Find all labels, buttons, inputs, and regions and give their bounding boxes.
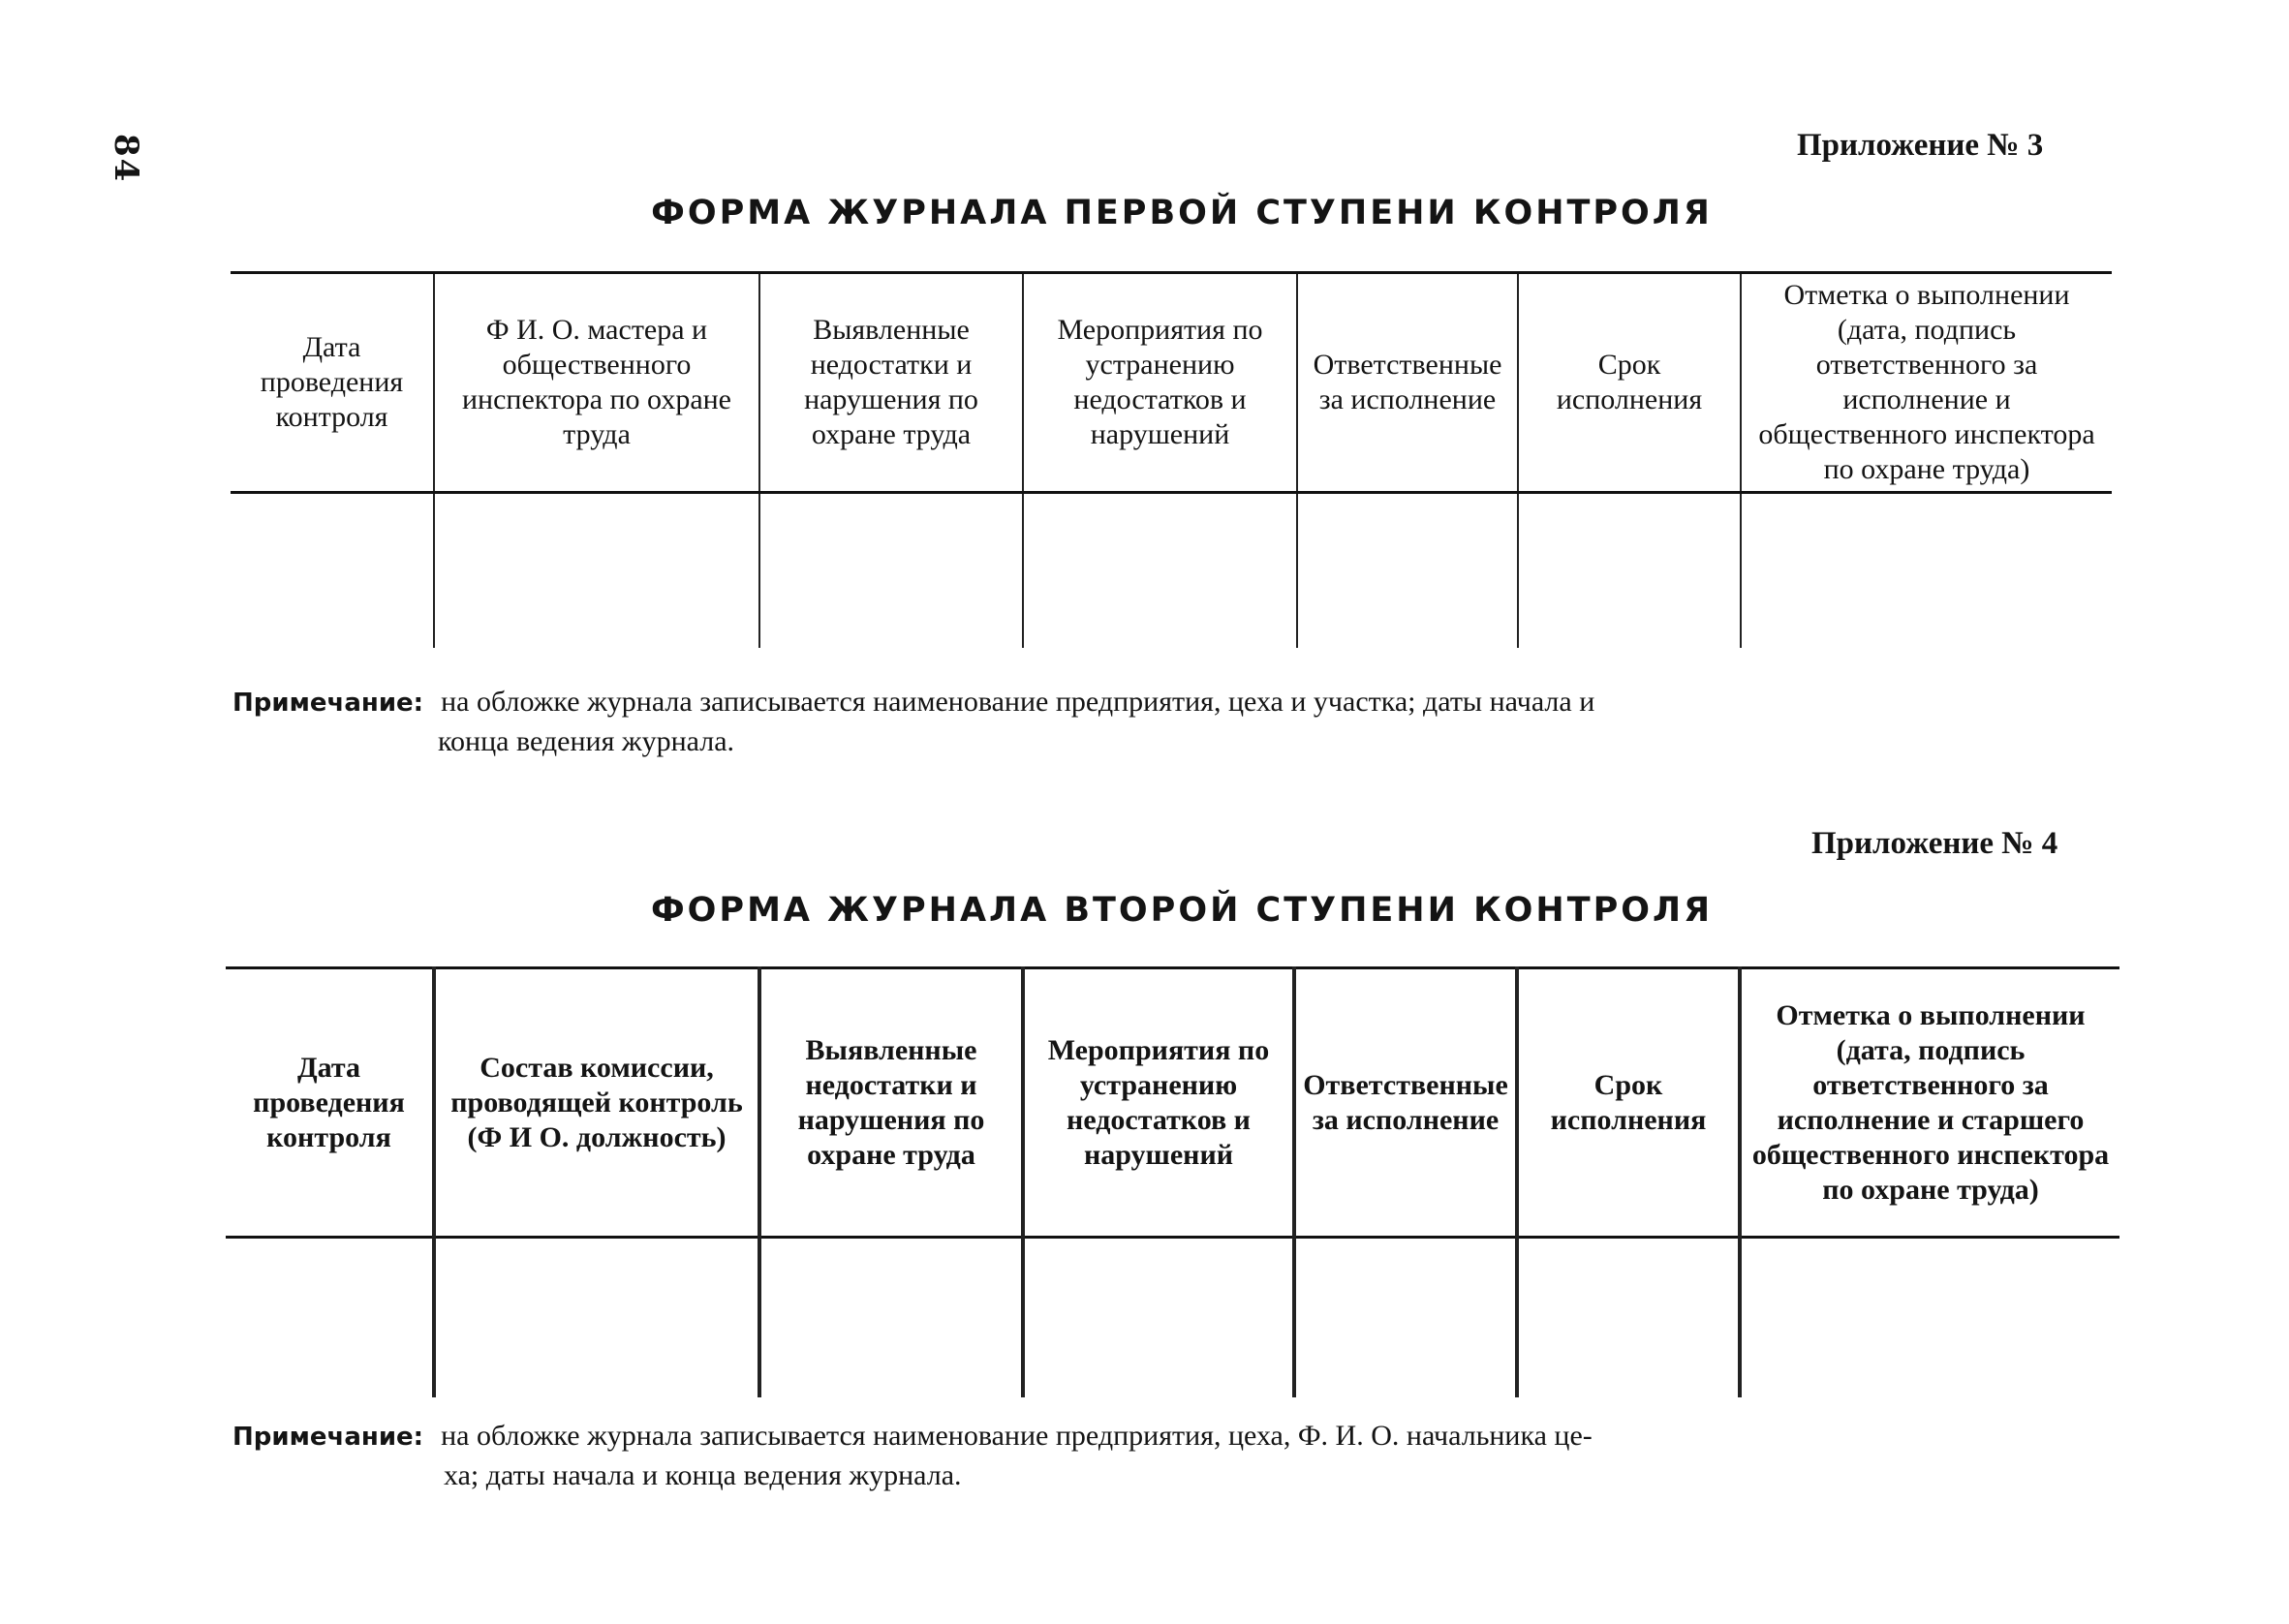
column-header-completion-mark: Отметка о выполнении (дата, подпись ответственного за исполнение и старшего общественного инспектора по охране труда) [1740, 968, 2119, 1238]
table-row [226, 1238, 2119, 1397]
table-cell [1023, 493, 1297, 648]
table-cell [1518, 493, 1741, 648]
column-header-deadline: Срок исполнения [1517, 968, 1740, 1238]
form-title: ФОРМА ЖУРНАЛА ПЕРВОЙ СТУПЕНИ КОНТРОЛЯ [651, 194, 1713, 232]
journal-table-second-level [226, 966, 2119, 1397]
note-text: на обложке журнала записывается наименование предприятия, цеха, Ф. И. О. начальника це- [441, 1420, 1593, 1452]
table-cell [1740, 1238, 2119, 1397]
column-header-responsible: Ответственные за исполнение [1297, 273, 1518, 493]
column-header-date: Дата проведения контроля [231, 273, 434, 493]
journal-table-first-level [231, 271, 2112, 648]
note-text: на обложке журнала записывается наименование предприятия, цеха и участка; даты начала и [441, 686, 1595, 718]
table-cell [759, 493, 1023, 648]
table-cell [1741, 493, 2112, 648]
column-header-violations: Выявленные недостатки и нарушения по охране труда [759, 273, 1023, 493]
appendix-label: Приложение № 4 [1811, 826, 2058, 861]
page-number: 84 [107, 134, 145, 184]
column-header-deadline: Срок исполнения [1518, 273, 1741, 493]
table-cell [434, 493, 759, 648]
table-cell [759, 1238, 1023, 1397]
column-header-violations: Выявленные недостатки и нарушения по охране труда [759, 968, 1023, 1238]
column-header-measures: Мероприятия по устранению недостатков и нарушений [1023, 273, 1297, 493]
note-text-continued: ха; даты начала и конца ведения журнала. [444, 1459, 962, 1491]
note [232, 1417, 2126, 1495]
column-header-commission: Состав комиссии, проводящей контроль (Ф И О. должность) [434, 968, 759, 1238]
note-label: Примечание: [232, 689, 424, 718]
appendix-label: Приложение № 3 [1797, 128, 2044, 163]
table-cell [1294, 1238, 1517, 1397]
column-header-responsible: Ответственные за исполнение [1294, 968, 1517, 1238]
column-header-date: Дата проведения контроля [226, 968, 434, 1238]
table-row [231, 493, 2112, 648]
note-label: Примечание: [232, 1423, 424, 1452]
column-header-measures: Мероприятия по устранению недостатков и нарушений [1023, 968, 1294, 1238]
column-header-completion-mark: Отметка о выполнении (дата, подпись ответственного за исполнение и общественного инспектора по охране труда) [1741, 273, 2112, 493]
table-cell [434, 1238, 759, 1397]
table-cell [226, 1238, 434, 1397]
table-cell [1517, 1238, 1740, 1397]
note-text-continued: конца ведения журнала. [438, 725, 735, 757]
note [232, 683, 2117, 761]
column-header-inspector: Ф И. О. мастера и общественного инспектора по охране труда [434, 273, 759, 493]
table-cell [231, 493, 434, 648]
form-title: ФОРМА ЖУРНАЛА ВТОРОЙ СТУПЕНИ КОНТРОЛЯ [650, 891, 1714, 930]
table-cell [1023, 1238, 1294, 1397]
table-cell [1297, 493, 1518, 648]
